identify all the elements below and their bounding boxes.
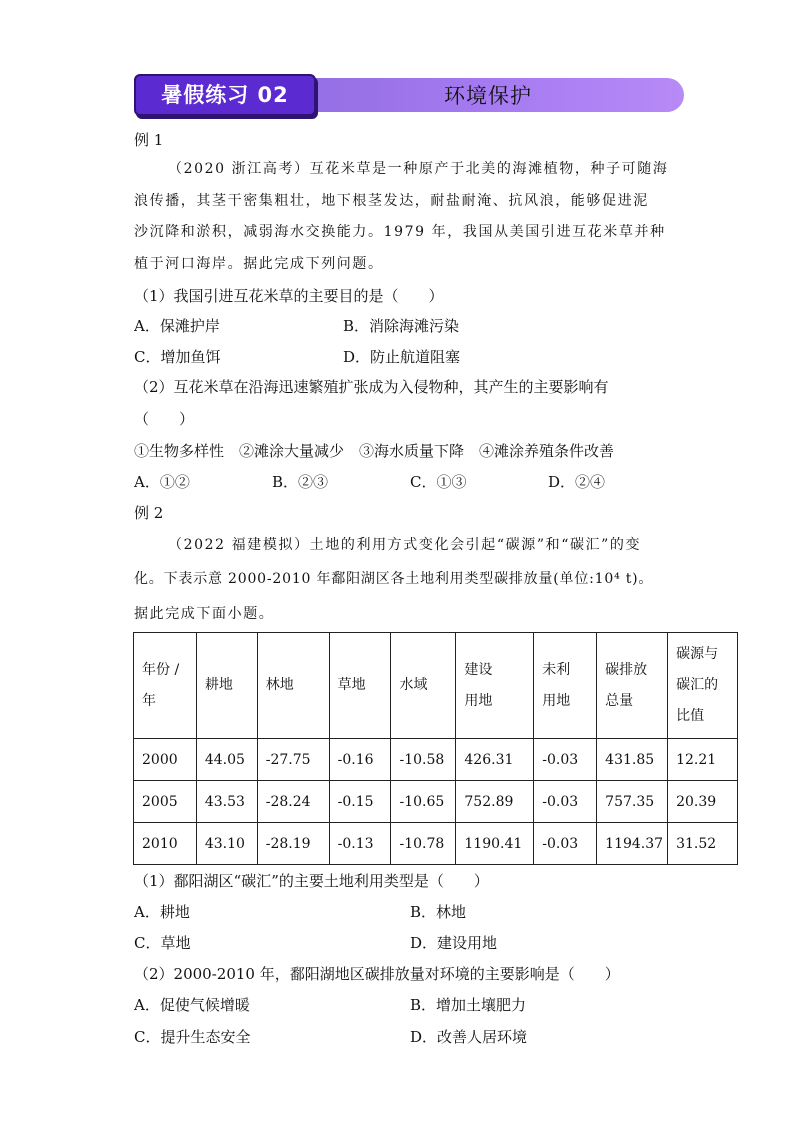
- ex2-question-1: （1）鄱阳湖区“碳汇”的主要土地利用类型是（ ）: [134, 872, 489, 890]
- table-cell: 431.85: [597, 739, 668, 781]
- ex2-q2-option-a[interactable]: A．促使气候增暖: [134, 996, 250, 1014]
- ex1-stem-line-4: 植于河口海岸。据此完成下列问题。: [134, 256, 384, 272]
- ex1-q1-option-b[interactable]: B．消除海滩污染: [343, 317, 460, 335]
- table-cell: -0.03: [534, 781, 597, 823]
- header-water: 水域: [391, 633, 456, 739]
- ex1-question-1: （1）我国引进互花米草的主要目的是（ ）: [134, 287, 444, 305]
- header-forest: 林地: [257, 633, 329, 739]
- ex2-q1-option-a[interactable]: A．耕地: [134, 903, 190, 921]
- table-header-row: [134, 633, 738, 739]
- table-cell: 752.89: [456, 781, 534, 823]
- header-year: 年份 / 年: [134, 633, 197, 739]
- ex2-stem-line-2: 化。下表示意 2000-2010 年鄱阳湖区各土地利用类型碳排放量(单位:10⁴ t)。: [134, 571, 654, 587]
- ex1-stem-line-3: 沙沉降和淤积，减弱海水交换能力。1979 年，我国从美国引进互花米草并种: [134, 224, 666, 240]
- table-cell: 757.35: [597, 781, 668, 823]
- ex1-q1-option-d[interactable]: D．防止航道阻塞: [343, 348, 461, 366]
- table-cell: -10.65: [391, 781, 456, 823]
- ex1-q1-option-a[interactable]: A．保滩护岸: [134, 317, 220, 335]
- table-cell: -0.15: [329, 781, 391, 823]
- ex1-q2-items: ①生物多样性 ②滩涂大量减少 ③海水质量下降 ④滩涂养殖条件改善: [134, 442, 615, 460]
- table-cell: 44.05: [196, 739, 257, 781]
- ex1-q2-option-a[interactable]: A．①②: [134, 473, 190, 491]
- example-1-label: 例 1: [134, 131, 164, 149]
- carbon-emission-table: [133, 632, 738, 865]
- header-source-sink-ratio: 碳源与 碳汇的 比值: [668, 633, 738, 739]
- table-row: [134, 781, 738, 823]
- ex2-q1-option-b[interactable]: B．林地: [410, 903, 467, 921]
- table-cell: -28.19: [257, 823, 329, 865]
- ex2-stem-line-1: （2022 福建模拟）土地的利用方式变化会引起“碳源”和“碳汇”的变: [168, 537, 642, 553]
- ex1-q1-option-c[interactable]: C．增加鱼饵: [134, 348, 221, 366]
- section-banner: [134, 74, 684, 116]
- ex2-q2-option-b[interactable]: B．增加土壤肥力: [410, 996, 527, 1014]
- table-cell: -27.75: [257, 739, 329, 781]
- table-cell: 2005: [134, 781, 197, 823]
- header-total-emission: 碳排放 总量: [597, 633, 668, 739]
- table-cell: -28.24: [257, 781, 329, 823]
- table-cell: 1190.41: [456, 823, 534, 865]
- header-unused-land: 未利 用地: [534, 633, 597, 739]
- table-cell: -0.13: [329, 823, 391, 865]
- example-2-label: 例 2: [134, 504, 164, 522]
- ex2-question-2: （2）2000-2010 年，鄱阳湖地区碳排放量对环境的主要影响是（ ）: [134, 965, 620, 983]
- table-cell: -0.16: [329, 739, 391, 781]
- table-cell: 20.39: [668, 781, 738, 823]
- ex1-stem-line-2: 浪传播，其茎干密集粗壮，地下根茎发达，耐盐耐淹、抗风浪，能够促进泥: [134, 193, 649, 209]
- ex1-q2-option-d[interactable]: D．②④: [548, 473, 606, 491]
- table-cell: -10.58: [391, 739, 456, 781]
- ex1-q2-option-c[interactable]: C．①③: [410, 473, 467, 491]
- ex1-q2-option-b[interactable]: B．②③: [272, 473, 329, 491]
- table-cell: 43.10: [196, 823, 257, 865]
- table-cell: 2010: [134, 823, 197, 865]
- table-cell: 12.21: [668, 739, 738, 781]
- table-cell: 1194.37: [597, 823, 668, 865]
- section-title: 环境保护: [444, 84, 532, 108]
- ex1-question-2: （2）互花米草在沿海迅速繁殖扩张成为入侵物种，其产生的主要影响有: [134, 378, 609, 396]
- table-row: [134, 739, 738, 781]
- ex2-q1-option-d[interactable]: D．建设用地: [410, 934, 498, 952]
- table-cell: 2000: [134, 739, 197, 781]
- ex2-q2-option-d[interactable]: D．改善人居环境: [410, 1028, 528, 1046]
- ex2-q2-option-c[interactable]: C．提升生态安全: [134, 1028, 251, 1046]
- table-cell: -10.78: [391, 823, 456, 865]
- table-cell: -0.03: [534, 739, 597, 781]
- header-cropland: 耕地: [196, 633, 257, 739]
- exercise-tag: 暑假练习 02: [134, 74, 316, 116]
- table-cell: 43.53: [196, 781, 257, 823]
- ex2-stem-line-3: 据此完成下面小题。: [134, 606, 275, 622]
- table-row: [134, 823, 738, 865]
- ex2-q1-option-c[interactable]: C．草地: [134, 934, 191, 952]
- header-construction-land: 建设 用地: [456, 633, 534, 739]
- table-cell: 426.31: [456, 739, 534, 781]
- table-cell: -0.03: [534, 823, 597, 865]
- table-cell: 31.52: [668, 823, 738, 865]
- header-grassland: 草地: [329, 633, 391, 739]
- ex1-stem-line-1: （2020 浙江高考）互花米草是一种原产于北美的海滩植物，种子可随海: [168, 161, 669, 177]
- ex1-q2-blank: （ ）: [134, 410, 195, 428]
